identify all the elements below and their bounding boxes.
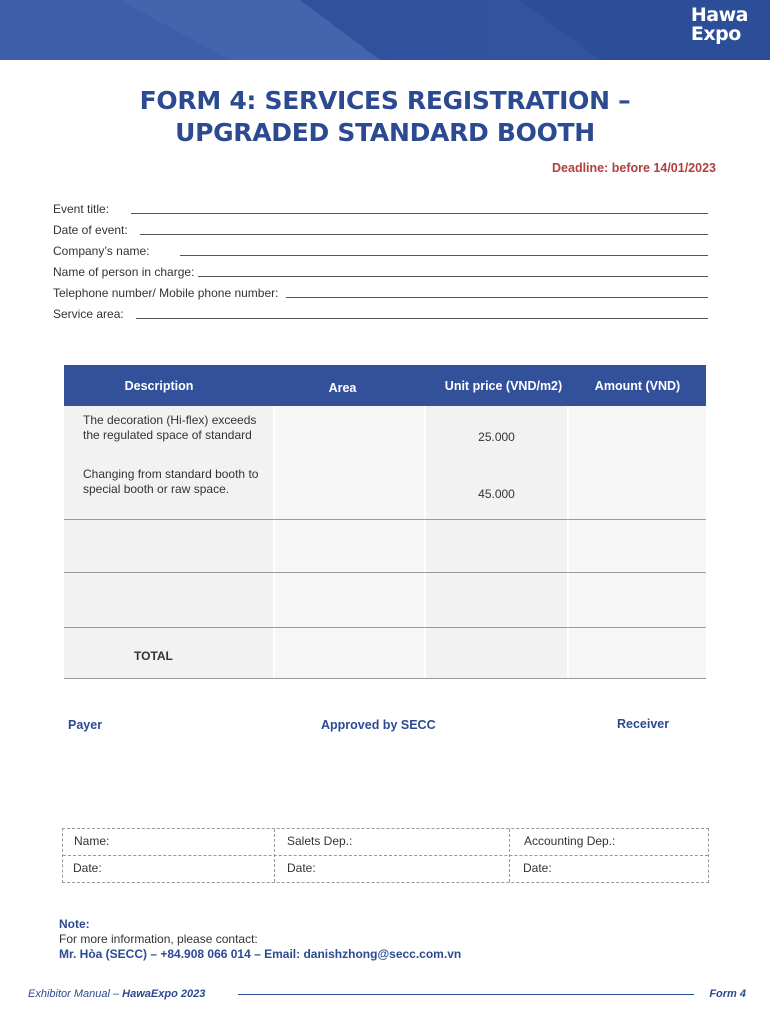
header-area: Area [328, 380, 357, 395]
field-label: Date of event: [53, 223, 128, 237]
table-row [64, 406, 706, 460]
row-unit-price: 25.000 [478, 430, 515, 444]
cell-unit-price-input[interactable] [426, 573, 567, 627]
divider [509, 829, 510, 882]
cell-total-label [64, 628, 273, 678]
fill-line[interactable] [180, 254, 709, 256]
approved-label: Approved by SECC [321, 718, 436, 732]
field-person-in-charge[interactable] [53, 261, 708, 279]
cell-area-input[interactable] [275, 520, 424, 572]
receiver-label: Receiver [617, 717, 670, 731]
table-row-empty [64, 573, 706, 628]
title-line-2: UPGRADED STANDARD BOOTH [175, 118, 595, 147]
table-row [64, 460, 706, 520]
fill-line[interactable] [136, 317, 708, 319]
field-company-name[interactable] [53, 240, 708, 258]
cell-amount-input[interactable] [569, 406, 706, 460]
field-event-title[interactable] [53, 198, 708, 216]
footer-left [28, 988, 205, 1000]
note-text: For more information, please contact: [59, 932, 258, 946]
date-field-accounting[interactable]: Date: [523, 861, 552, 875]
cell-total-area[interactable] [275, 628, 424, 678]
field-label: Event title: [53, 202, 110, 216]
fill-line[interactable] [140, 233, 708, 235]
divider [274, 829, 275, 882]
cell-amount-input[interactable] [569, 573, 706, 627]
logo-line-2: Expo [690, 23, 741, 45]
deadline-text: Deadline: before 14/01/2023 [552, 161, 716, 175]
field-label: Service area: [53, 307, 124, 321]
cell-description-input[interactable] [64, 573, 273, 627]
field-label: Telephone number/ Mobile phone number: [53, 286, 279, 300]
table-row-total [64, 628, 706, 679]
cell-area-input[interactable] [275, 573, 424, 627]
date-field-payer[interactable]: Date: [73, 861, 102, 875]
fill-line[interactable] [131, 212, 708, 214]
name-field[interactable]: Name: [74, 834, 110, 848]
field-date-of-event[interactable] [53, 219, 708, 237]
title-line-1: FORM 4: SERVICES REGISTRATION – [139, 86, 631, 115]
page-title [0, 85, 770, 149]
footer-prefix: Exhibitor Manual – [28, 988, 123, 1000]
cell-amount-input[interactable] [569, 520, 706, 572]
header-banner [0, 0, 770, 60]
field-service-area[interactable] [53, 303, 708, 321]
note-heading: Note: [59, 917, 90, 931]
cell-total-amount[interactable] [569, 628, 706, 678]
footer-form-number: Form 4 [709, 988, 746, 1000]
cell-total-price[interactable] [426, 628, 567, 678]
contact-info[interactable]: Mr. Hòa (SECC) – +84.908 066 014 – Email: danishzhong@secc.com.vn [59, 947, 462, 961]
cell-description-input[interactable] [64, 520, 273, 572]
row-description: The decoration (Hi-flex) exceeds the regulated space of standard [83, 413, 257, 442]
row-unit-price: 45.000 [478, 487, 515, 501]
date-field-salets[interactable]: Date: [287, 861, 316, 875]
salets-dep-field[interactable]: Salets Dep.: [287, 834, 353, 848]
cell-description [64, 406, 273, 460]
note-block [59, 917, 461, 962]
hawa-expo-logo [691, 6, 748, 44]
total-label: TOTAL [134, 649, 173, 663]
fill-line[interactable] [286, 296, 708, 298]
cell-area-input[interactable] [275, 406, 424, 460]
field-label: Company’s name: [53, 244, 150, 258]
payer-label: Payer [68, 718, 103, 732]
cell-amount-input[interactable] [569, 460, 706, 519]
logo-line-1: Hawa [690, 4, 748, 26]
cell-description [64, 460, 273, 519]
field-telephone[interactable] [53, 282, 708, 300]
table-row-empty [64, 520, 706, 573]
field-label: Name of person in charge: [53, 265, 195, 279]
header-amount: Amount (VND) [594, 378, 681, 393]
footer-divider [238, 994, 694, 995]
cell-unit-price-input[interactable] [426, 520, 567, 572]
footer-brand: HawaExpo 2023 [122, 988, 206, 1000]
accounting-dep-field[interactable]: Accounting Dep.: [524, 834, 616, 848]
fill-line[interactable] [198, 275, 708, 277]
header-unit-price: Unit price (VND/m2) [444, 378, 563, 393]
divider [63, 855, 708, 856]
signature-box [62, 828, 709, 883]
table-header [64, 365, 706, 406]
header-description: Description [124, 378, 194, 393]
cell-area-input[interactable] [275, 460, 424, 519]
row-description: Changing from standard booth to special booth or raw space. [83, 467, 259, 496]
